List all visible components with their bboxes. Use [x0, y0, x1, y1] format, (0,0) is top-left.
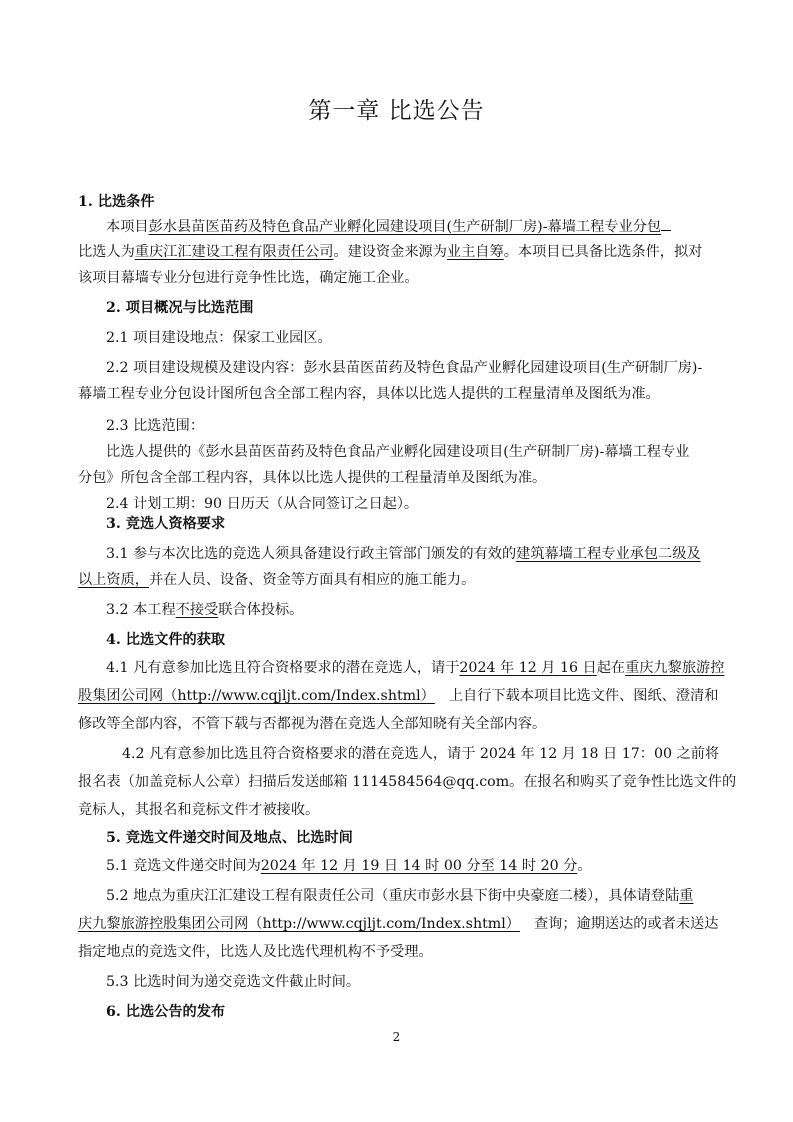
section-6-heading: 6. 比选公告的发布 — [106, 1004, 226, 1020]
text: 起在 — [596, 660, 626, 676]
selector-name: 重庆江汇建设工程有限责任公司 — [134, 244, 334, 260]
section-4-1-line-3: 修改等全部内容，不管下载与否都视为潜在竞选人全部知晓有关全部内容。 — [78, 716, 547, 732]
section-5-2-line-1 — [106, 886, 694, 906]
section-2-4: 2.4 计划工期：90 日历天（从合同签订之日起）。 — [106, 496, 419, 512]
section-3-1-line-2 — [78, 570, 475, 590]
section-2-2-line-2: 幕墙工程专业分包设计图所包含全部工程内容，具体以比选人提供的工程量清单及图纸为准。 — [78, 386, 660, 402]
text: 5.1 竞选文件递交时间为 — [106, 858, 261, 874]
section-1-heading: 1. 比选条件 — [78, 194, 155, 210]
section-4-heading: 4. 比选文件的获取 — [106, 632, 226, 648]
text: 本项目 — [106, 219, 149, 235]
fund-source: 业主自筹 — [446, 244, 504, 260]
text: 。建设资金来源为 — [333, 244, 447, 260]
section-2-2-line-1: 2.2 项目建设规模及建设内容：彭水县苗医苗药及特色食品产业孵化园建设项目(生产研制厂房)- — [106, 360, 703, 376]
submission-time: 2024 年 12 月 19 日 14 时 00 分至 14 时 20 分 — [260, 858, 578, 874]
section-2-3: 2.3 比选范围： — [106, 418, 205, 434]
section-5-2-line-3: 指定地点的竞选文件，比选人及比选代理机构不予受理。 — [78, 944, 433, 960]
section-5-3: 5.3 比选时间为递交竞选文件截止时间。 — [106, 974, 361, 990]
page-number: 2 — [392, 1030, 401, 1044]
text: 比选人为 — [78, 244, 135, 260]
text: 3.1 参与本次比选的竞选人须具备建设行政主管部门颁发的有效的 — [106, 546, 517, 562]
website-name: 重 — [679, 888, 694, 904]
section-2-3-line-2: 分包》所包含全部工程内容，具体以比选人提供的工程量清单及图纸为准。 — [78, 470, 547, 486]
blank-fill — [661, 216, 671, 231]
project-name: 彭水县苗医苗药及特色食品产业孵化园建设项目(生产研制厂房)-幕墙工程专业分包 — [148, 219, 662, 235]
text: 查询；逾期送达的或者未送达 — [533, 916, 719, 932]
section-1-para-line-3: 该项目幕墙专业分包进行竞争性比选，确定施工企业。 — [78, 270, 419, 286]
section-1-para-line-1 — [106, 216, 671, 237]
website-link[interactable]: 股集团公司网（http://www.cqjljt.com/Index.shtml） — [78, 688, 435, 704]
text: 3.2 本工程 — [106, 602, 176, 618]
text: 。 — [577, 858, 592, 874]
website-name: 重庆九黎旅游控 — [625, 660, 725, 676]
text: 。本项目已具备比选条件，拟对 — [503, 244, 703, 260]
text: 4.1 凡有意参加比选且符合资格要求的潜在竞选人，请于 — [106, 660, 460, 676]
section-5-heading: 5. 竞选文件递交时间及地点、比选时间 — [106, 830, 353, 846]
section-2-heading: 2. 项目概况与比选范围 — [106, 300, 254, 316]
section-5-1 — [106, 856, 592, 876]
qualification-cont: 以上资质， — [78, 572, 149, 588]
section-3-1-line-1 — [106, 544, 701, 564]
section-2-1: 2.1 项目建设地点：保家工业园区。 — [106, 330, 332, 346]
text: 5.2 地点为重庆江汇建设工程有限责任公司（重庆市彭水县下街中央豪庭二楼），具体请登陆 — [106, 888, 680, 904]
section-4-2-line-1: 4.2 凡有意参加比选且符合资格要求的潜在竞选人，请于 2024 年 12 月 18 日 17：00 之前将 — [122, 746, 720, 762]
not-accepted: 不接受 — [175, 602, 219, 618]
text: 并在人员、设备、资金等方面具有相应的施工能力。 — [148, 572, 476, 588]
text: 联合体投标。 — [218, 602, 304, 618]
qualification: 建筑幕墙工程专业承包二级及 — [516, 546, 701, 562]
section-3-heading: 3. 竞选人资格要求 — [106, 516, 226, 532]
section-4-1-line-1 — [106, 658, 724, 678]
section-5-2-line-2 — [78, 914, 718, 934]
text: 上自行下载本项目比选文件、图纸、澄清和 — [448, 688, 719, 704]
section-1-para-line-2 — [78, 242, 702, 262]
section-4-1-line-2 — [78, 686, 718, 706]
section-3-2 — [106, 600, 303, 620]
section-4-2-line-3: 竞标人，其报名和竞标文件才被接收。 — [78, 802, 320, 818]
section-4-2-line-2: 报名表（加盖竞标人公章）扫描后发送邮箱 1114584564@qq.com。在报名和购买了竞争性比选文件的 — [78, 774, 737, 790]
website-link[interactable]: 庆九黎旅游控股集团公司网（http://www.cqjljt.com/Index.shtml） — [78, 916, 520, 932]
start-date: 2024 年 12 月 16 日 — [459, 660, 597, 676]
page-title: 第一章 比选公告 — [308, 98, 485, 124]
section-2-3-line-1: 比选人提供的《彭水县苗医苗药及特色食品产业孵化园建设项目(生产研制厂房)-幕墙工程专业 — [106, 444, 690, 460]
